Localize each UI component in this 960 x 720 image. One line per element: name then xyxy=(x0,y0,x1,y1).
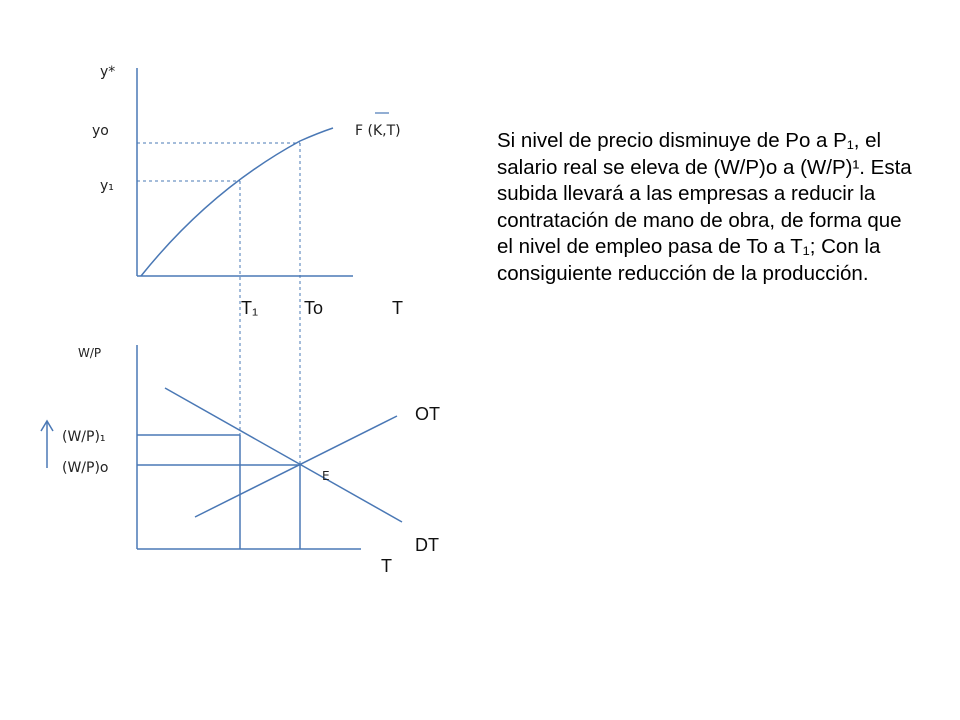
production-function-graph xyxy=(92,64,403,318)
up-arrow-icon xyxy=(41,421,53,468)
explanation-text: Si nivel de precio disminuye de Po a P₁, el salario real se eleva de (W/P)o a (W/P)¹. Esta subida llevará a las empresas a reducir la contratación de mano de obra, de forma que el nivel de empleo pasa de To a T₁; Con la consiguiente reducción de la producción. xyxy=(497,129,912,285)
wp-axis-label: W/P xyxy=(78,346,102,360)
bottom-t-axis-label: T xyxy=(381,556,392,576)
wp1-label: (W/P)₁ xyxy=(62,429,106,445)
t0-label: To xyxy=(304,298,324,318)
y-star-label: y* xyxy=(100,64,116,80)
production-curve xyxy=(141,128,333,276)
wp0-label: (W/P)o xyxy=(62,460,109,476)
y0-label: yo xyxy=(92,123,109,139)
production-function-label: F (K,T) xyxy=(355,123,401,139)
equilibrium-label: E xyxy=(322,469,330,483)
t1-label: T₁ xyxy=(241,298,259,318)
ot-label: OT xyxy=(415,404,440,424)
top-t-axis-label: T xyxy=(392,298,403,318)
labor-demand-line xyxy=(165,388,402,522)
dt-label: DT xyxy=(415,535,439,555)
y1-label: y₁ xyxy=(100,178,114,194)
